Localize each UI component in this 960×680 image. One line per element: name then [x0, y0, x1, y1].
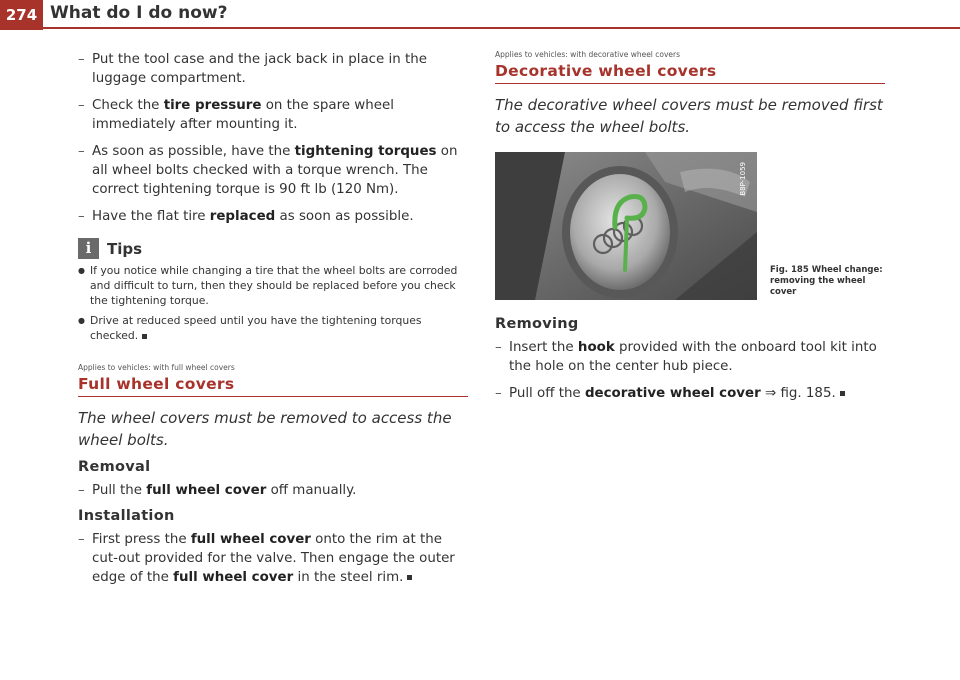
section-title-decorative-wheel-covers: Decorative wheel covers [495, 62, 885, 84]
figure-caption-text: Wheel change: removing the wheel cover [770, 265, 883, 297]
left-column [78, 50, 468, 595]
figure-code: B8P-1059 [739, 162, 747, 196]
end-of-section-mark [840, 391, 845, 396]
step-tool-case: – Put the tool case and the jack back in place in the luggage compartment. [78, 50, 468, 88]
step-tire-pressure: – Check the tire pressure on the spare wheel immediately after mounting it. [78, 96, 468, 134]
removal-step: – Pull the full wheel cover off manually. [78, 481, 468, 500]
applies-to-full-covers: Applies to vehicles: with full wheel covers [78, 363, 235, 372]
header-rule [43, 27, 960, 29]
section-title-full-wheel-covers: Full wheel covers [78, 375, 468, 397]
wheel-cover-illustration [495, 152, 757, 300]
installation-heading: Installation [78, 508, 175, 524]
installation-step: – First press the full wheel cover onto the rim at the cut-out provided for the valve. Then engage the outer edge of the full wheel cover in the steel rim. [78, 530, 468, 587]
step-tightening-torques: – As soon as possible, have the tightening torques on all wheel bolts checked with a torque wrench. The correct tightening torque is 90 ft lb (120 Nm). [78, 142, 468, 199]
end-of-section-mark [142, 334, 147, 339]
tips-header [78, 238, 468, 259]
info-icon: i [78, 238, 99, 259]
right-column [495, 50, 885, 411]
figure-number: Fig. 185 [770, 265, 809, 275]
figure-185 [495, 152, 885, 304]
full-covers-intro: The wheel covers must be removed to access the wheel bolts. [78, 409, 452, 449]
wheel-cover-photo [495, 152, 757, 300]
page-header-title: What do I do now? [50, 3, 228, 23]
removal-heading: Removal [78, 459, 151, 475]
step-replace-tire: – Have the flat tire replaced as soon as possible. [78, 207, 468, 226]
page-number: 274 [0, 0, 43, 30]
tip-item: ● If you notice while changing a tire that the wheel bolts are corroded and difficult to turn, then they should be replaced before you check the tightening torque. [78, 263, 468, 308]
removing-step-hook: – Insert the hook provided with the onboard tool kit into the hole on the center hub piece. [495, 338, 885, 376]
removing-heading: Removing [495, 316, 579, 332]
applies-to-decorative-covers: Applies to vehicles: with decorative wheel covers [495, 50, 681, 59]
end-of-section-mark [407, 575, 412, 580]
tip-item: ● Drive at reduced speed until you have the tightening torques checked. [78, 313, 468, 343]
figure-caption [770, 265, 885, 298]
removing-step-pull-off: – Pull off the decorative wheel cover ⇒ fig. 185. [495, 384, 885, 403]
decorative-covers-intro: The decorative wheel covers must be removed first to access the wheel bolts. [495, 96, 883, 136]
figure-reference-link[interactable]: ⇒ fig. 185. [760, 386, 836, 401]
tips-label: Tips [107, 239, 143, 258]
